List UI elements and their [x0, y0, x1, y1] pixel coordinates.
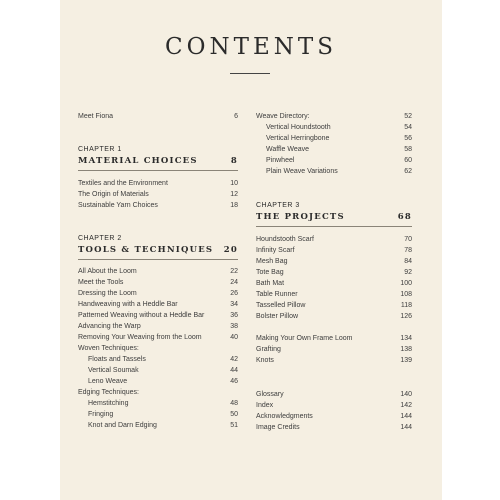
toc-entry-page: 62 [404, 168, 412, 175]
toc-entry[interactable] [256, 312, 412, 321]
toc-entry[interactable] [78, 333, 238, 342]
chapter-title-text: TOOLS & TECHNIQUES [78, 245, 214, 255]
toc-entry-page: 78 [404, 247, 412, 254]
toc-entry[interactable] [256, 401, 412, 410]
toc-entry-page: 144 [400, 424, 412, 431]
chapter-label: CHAPTER 3 [256, 202, 300, 209]
toc-entry-title: Meet Fiona [78, 113, 114, 120]
toc-entry-title: Waffle Weave [266, 146, 310, 153]
chapter-title-page: 68 [397, 212, 412, 222]
toc-entry-page: 6 [234, 113, 238, 120]
toc-entry-page: 100 [400, 280, 412, 287]
toc-entry-page: 142 [400, 402, 412, 409]
chapter-label: CHAPTER 1 [78, 146, 122, 153]
toc-entry[interactable] [78, 322, 238, 331]
toc-entry[interactable] [78, 377, 238, 386]
toc-entry[interactable] [78, 190, 238, 199]
toc-entry[interactable] [78, 179, 238, 188]
toc-entry[interactable] [78, 344, 238, 353]
contents-page [60, 0, 442, 500]
toc-entry-page: 138 [400, 346, 412, 353]
toc-entry-title: Edging Techniques: [78, 389, 139, 396]
toc-entry[interactable] [256, 290, 412, 299]
toc-entry[interactable] [78, 366, 238, 375]
toc-entry-title: Acknowledgments [256, 413, 313, 420]
toc-entry-page: 134 [400, 335, 412, 342]
toc-entry-page: 126 [400, 313, 412, 320]
toc-entry-title: Woven Techniques: [78, 345, 139, 352]
toc-entry-page: 12 [230, 191, 238, 198]
toc-entry[interactable] [256, 167, 412, 176]
chapter-title-page: 20 [223, 245, 238, 255]
toc-entry[interactable] [256, 334, 412, 343]
chapter-title[interactable] [78, 156, 238, 166]
chapter-title-page: 8 [230, 156, 238, 166]
toc-entry-title: Fringing [88, 411, 114, 418]
toc-entry-title: Dressing the Loom [78, 290, 137, 297]
toc-entry-title: Index [256, 402, 274, 409]
title-rule [230, 73, 270, 74]
toc-entry-title: Image Credits [256, 424, 300, 431]
toc-entry[interactable] [78, 355, 238, 364]
toc-entry-title: Textiles and the Environment [78, 180, 168, 187]
toc-entry-title: Handweaving with a Heddle Bar [78, 301, 178, 308]
toc-entry[interactable] [78, 201, 238, 210]
toc-entry[interactable] [256, 257, 412, 266]
toc-entry[interactable] [256, 423, 412, 432]
toc-entry-title: Bolster Pillow [256, 313, 299, 320]
toc-entry-title: Meet the Tools [78, 279, 124, 286]
toc-entry-page: 24 [230, 279, 238, 286]
toc-entry[interactable] [256, 279, 412, 288]
toc-entry-title: Vertical Houndstooth [266, 124, 331, 131]
toc-entry-page: 44 [230, 367, 238, 374]
toc-entry-page: 48 [230, 400, 238, 407]
toc-entry-page: 18 [230, 202, 238, 209]
toc-entry[interactable] [78, 289, 238, 298]
toc-entry-page: 42 [230, 356, 238, 363]
toc-entry[interactable] [78, 388, 238, 397]
toc-entry-page: 26 [230, 290, 238, 297]
toc-entry-title: Plain Weave Variations [266, 168, 338, 175]
toc-entry-page: 56 [404, 135, 412, 142]
chapter-rule [78, 170, 238, 171]
toc-entry-title: Knots [256, 357, 274, 364]
toc-entry-page: 40 [230, 334, 238, 341]
toc-entry[interactable] [256, 412, 412, 421]
toc-entry[interactable] [256, 246, 412, 255]
toc-entry-title: The Origin of Materials [78, 191, 149, 198]
toc-entry[interactable] [256, 134, 412, 143]
toc-entry-page: 108 [400, 291, 412, 298]
toc-entry-title: Houndstooth Scarf [256, 236, 314, 243]
toc-entry[interactable] [78, 300, 238, 309]
toc-entry-page: 22 [230, 268, 238, 275]
toc-entry-title: Infinity Scarf [256, 247, 295, 254]
toc-entry-page: 52 [404, 113, 412, 120]
toc-entry-page: 46 [230, 378, 238, 385]
toc-entry[interactable] [78, 421, 238, 430]
toc-entry[interactable] [78, 278, 238, 287]
toc-entry-title: Hemstitching [88, 400, 129, 407]
toc-entry-page: 70 [404, 236, 412, 243]
toc-entry-page: 60 [404, 157, 412, 164]
chapter-rule [78, 259, 238, 260]
toc-entry-page: 54 [404, 124, 412, 131]
toc-entry-page: 118 [400, 302, 412, 309]
toc-entry-title: Tote Bag [256, 269, 284, 276]
toc-entry-title: Leno Weave [88, 378, 128, 385]
toc-entry[interactable] [256, 145, 412, 154]
toc-entry[interactable] [256, 123, 412, 132]
toc-entry-page: 51 [230, 422, 238, 429]
chapter-title-text: MATERIAL CHOICES [78, 156, 198, 166]
toc-entry-title: Grafting [256, 346, 281, 353]
toc-entry-title: Pinwheel [266, 157, 295, 164]
toc-entry[interactable] [78, 112, 238, 121]
toc-entry-title: Making Your Own Frame Loom [256, 335, 353, 342]
toc-entry-title: Floats and Tassels [88, 356, 146, 363]
toc-entry[interactable] [256, 235, 412, 244]
toc-entry-page: 36 [230, 312, 238, 319]
toc-entry[interactable] [256, 345, 412, 354]
chapter-title-text: THE PROJECTS [256, 212, 345, 222]
toc-entry-title: Tasselled Pillow [256, 302, 306, 309]
toc-entry-page: 38 [230, 323, 238, 330]
toc-entry-page: 84 [404, 258, 412, 265]
toc-entry-title: Removing Your Weaving from the Loom [78, 334, 202, 341]
toc-entry-title: Sustainable Yarn Choices [78, 202, 158, 209]
toc-entry-page: 50 [230, 411, 238, 418]
toc-entry[interactable] [78, 410, 238, 419]
toc-entry[interactable] [256, 112, 412, 121]
toc-entry-title: Vertical Herringbone [266, 135, 330, 142]
toc-entry-title: Bath Mat [256, 280, 285, 287]
toc-entry[interactable] [256, 268, 412, 277]
chapter-rule [256, 226, 412, 227]
toc-entry-page: 10 [230, 180, 238, 187]
toc-entry-title: All About the Loom [78, 268, 137, 275]
toc-entry-title: Table Runner [256, 291, 298, 298]
toc-entry-title: Weave Directory: [256, 113, 310, 120]
toc-entry-page: 139 [400, 357, 412, 364]
toc-entry-page: 58 [404, 146, 412, 153]
toc-entry-title: Mesh Bag [256, 258, 288, 265]
toc-entry[interactable] [78, 399, 238, 408]
toc-entry-page: 144 [400, 413, 412, 420]
chapter-title[interactable] [78, 245, 238, 255]
toc-entry-page: 92 [404, 269, 412, 276]
chapter-label: CHAPTER 2 [78, 235, 122, 242]
toc-entry[interactable] [78, 267, 238, 276]
toc-entry[interactable] [256, 356, 412, 365]
toc-entry[interactable] [256, 390, 412, 399]
toc-entry-title: Knot and Darn Edging [88, 422, 157, 429]
toc-entry-title: Advancing the Warp [78, 323, 141, 330]
toc-entry-title: Patterned Weaving without a Heddle Bar [78, 312, 205, 319]
toc-entry[interactable] [256, 301, 412, 310]
toc-entry-page: 140 [400, 391, 412, 398]
toc-entry[interactable] [78, 311, 238, 320]
toc-entry-title: Glossary [256, 391, 284, 398]
toc-entry-title: Vertical Soumak [88, 367, 139, 374]
toc-entry[interactable] [256, 156, 412, 165]
toc-entry-page: 34 [230, 301, 238, 308]
page-title: CONTENTS [165, 34, 337, 60]
chapter-title[interactable] [256, 212, 412, 222]
